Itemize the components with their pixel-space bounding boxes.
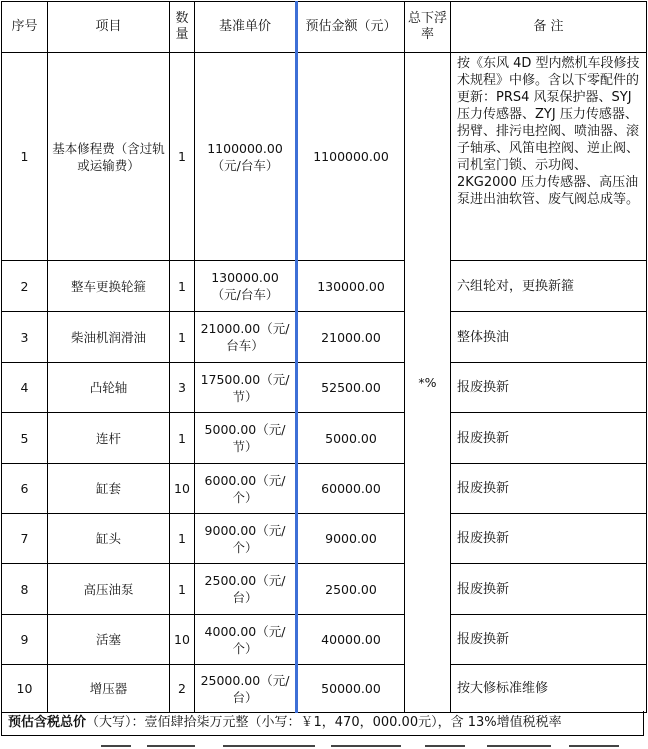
row-qty: 10 (170, 615, 195, 665)
row-remark: 报废换新 (451, 464, 647, 514)
row-remark: 按《东风 4D 型内燃机车段修技术规程》中修。含以下零配件的更新：PRS4 风泵保护器、SYJ 压力传感器、ZYJ 压力传感器、拐臂、排污电控阀、喷油器、滚子轴承、风笛电控阀、逆止阀、司机室门锁、示功阀、2KG2000 压力传感器、高压油泵进出油软管、废气阀总成等。 (451, 53, 647, 261)
row-unit-price: 25000.00（元/台） (195, 665, 297, 713)
row-seq: 10 (2, 665, 48, 713)
row-unit-price: 1100000.00（元/台车） (195, 53, 297, 261)
row-seq: 8 (2, 564, 48, 615)
table-row (2, 464, 647, 514)
row-item: 整车更换轮箍 (48, 261, 170, 312)
table-row (2, 312, 647, 363)
row-amount: 5000.00 (297, 413, 405, 464)
header-remark: 备 注 (451, 2, 647, 53)
row-item: 连杆 (48, 413, 170, 464)
table-row (2, 564, 647, 615)
header-seq: 序号 (2, 2, 48, 53)
header-row (2, 2, 647, 53)
total-price-row (1, 711, 644, 736)
row-item: 缸套 (48, 464, 170, 514)
row-seq: 5 (2, 413, 48, 464)
row-unit-price: 2500.00（元/台） (195, 564, 297, 615)
row-item: 凸轮轴 (48, 363, 170, 413)
row-amount: 40000.00 (297, 615, 405, 665)
total-price-text: （大写）：壹佰肆拾柒万元整（小写：￥1，470，000.00元），含 13%增值税税率 (86, 715, 562, 730)
table-row (2, 413, 647, 464)
row-unit-price: 17500.00（元/节） (195, 363, 297, 413)
table-row (2, 514, 647, 564)
row-qty: 1 (170, 564, 195, 615)
table-row (2, 363, 647, 413)
price-table (1, 1, 647, 713)
row-qty: 1 (170, 514, 195, 564)
row-amount: 130000.00 (297, 261, 405, 312)
row-remark: 按大修标准维修 (451, 665, 647, 713)
row-remark: 六组轮对，更换新箍 (451, 261, 647, 312)
row-unit-price: 4000.00（元/个） (195, 615, 297, 665)
row-remark: 报废换新 (451, 564, 647, 615)
row-qty: 3 (170, 363, 195, 413)
row-unit-price: 21000.00（元/台车） (195, 312, 297, 363)
row-qty: 10 (170, 464, 195, 514)
row-amount: 52500.00 (297, 363, 405, 413)
row-amount: 60000.00 (297, 464, 405, 514)
row-qty: 1 (170, 312, 195, 363)
row-amount: 21000.00 (297, 312, 405, 363)
row-seq: 1 (2, 53, 48, 261)
row-seq: 9 (2, 615, 48, 665)
row-remark: 报废换新 (451, 363, 647, 413)
header-unit-price: 基准单价 (195, 2, 297, 53)
row-unit-price: 6000.00（元/个） (195, 464, 297, 514)
row-item: 增压器 (48, 665, 170, 713)
row-seq: 2 (2, 261, 48, 312)
row-item: 高压油泵 (48, 564, 170, 615)
row-qty: 1 (170, 413, 195, 464)
cut-off-text-line (95, 742, 635, 749)
header-est-amount: 预估金额（元） (297, 2, 405, 53)
header-qty: 数量 (170, 2, 195, 53)
row-seq: 4 (2, 363, 48, 413)
row-remark: 报废换新 (451, 615, 647, 665)
table-row (2, 615, 647, 665)
row-amount: 9000.00 (297, 514, 405, 564)
total-price-label: 预估含税总价 (8, 715, 87, 730)
table-row (2, 53, 647, 261)
row-amount: 2500.00 (297, 564, 405, 615)
header-item: 项目 (48, 2, 170, 53)
float-rate-cell: *% (405, 53, 451, 713)
row-qty: 1 (170, 261, 195, 312)
row-item: 活塞 (48, 615, 170, 665)
row-item: 基本修程费（含过轨或运输费） (48, 53, 170, 261)
table-row (2, 665, 647, 713)
table-row (2, 261, 647, 312)
row-remark: 报废换新 (451, 413, 647, 464)
row-amount: 50000.00 (297, 665, 405, 713)
row-seq: 7 (2, 514, 48, 564)
row-seq: 3 (2, 312, 48, 363)
header-float-rate: 总下浮率 (405, 2, 451, 53)
row-seq: 6 (2, 464, 48, 514)
row-qty: 1 (170, 53, 195, 261)
row-amount: 1100000.00 (297, 53, 405, 261)
row-remark: 报废换新 (451, 514, 647, 564)
row-unit-price: 130000.00（元/台车） (195, 261, 297, 312)
row-item: 缸头 (48, 514, 170, 564)
row-qty: 2 (170, 665, 195, 713)
row-unit-price: 5000.00（元/节） (195, 413, 297, 464)
row-item: 柴油机润滑油 (48, 312, 170, 363)
row-unit-price: 9000.00（元/个） (195, 514, 297, 564)
row-remark: 整体换油 (451, 312, 647, 363)
